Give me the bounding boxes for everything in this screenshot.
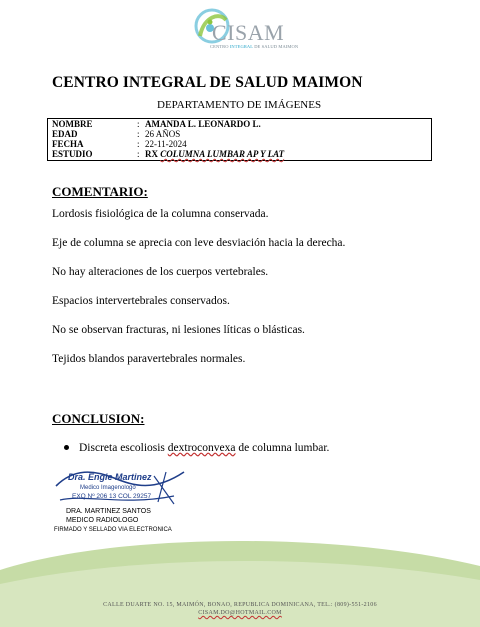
stamp-name: Dra. Engie Martinez: [68, 472, 152, 482]
conclusion-heading: CONCLUSION:: [52, 411, 145, 426]
comment-line: Eje de columna se aprecia con leve desviación hacia la derecha.: [52, 237, 346, 249]
patient-study-value: RX COLUMNA LUMBAR AP Y LAT: [145, 149, 285, 159]
comment-line: Lordosis fisiológica de la columna conservada.: [52, 208, 269, 220]
doctor-name: DRA. MARTINEZ SANTOS: [66, 508, 151, 515]
doctor-name-block: [66, 507, 151, 525]
comment-line: No hay alteraciones de los cuerpos vertebrales.: [52, 266, 269, 278]
footer-email: CISAM.DO@HOTMAIL.COM: [198, 610, 282, 616]
cisam-logo: [190, 6, 300, 52]
footer-address: CALLE DUARTE NO. 15, MAIMÓN, BONAO, REPUBLICA DOMINICANA, TEL.: (809)-551-2106: [103, 602, 377, 608]
doctor-role: MEDICO RADIOLOGO: [66, 517, 139, 524]
doctor-stamp: [54, 466, 194, 508]
patient-age-value: 26 AÑOS: [145, 129, 181, 139]
patient-name-value: AMANDA L. LEONARDO L.: [145, 119, 261, 129]
comment-line: Espacios intervertebrales conservados.: [52, 295, 230, 307]
conclusion-item: Discreta escoliosis dextroconvexa de columna lumbar.: [64, 442, 329, 454]
logo-tagline: CENTRO INTEGRAL DE SALUD MAIMON: [210, 44, 299, 49]
comment-line: Tejidos blandos paravertebrales normales.: [52, 353, 246, 365]
patient-date-value: 22-11-2024: [145, 139, 187, 149]
bullet-icon: [64, 445, 69, 450]
patient-info-box: NOMBRE : AMANDA L. LEONARDO L. EDAD : 26 AÑOS FECHA : 22-11-2024 ESTUDIO : RX COLUMNA LUMBAR AP Y LAT: [47, 118, 432, 161]
stamp-role: Medico Imagenologo: [80, 485, 136, 491]
comment-heading: COMENTARIO:: [52, 184, 148, 199]
center-title: CENTRO INTEGRAL DE SALUD MAIMON: [52, 74, 363, 91]
department-title: DEPARTAMENTO DE IMÁGENES: [157, 99, 322, 111]
logo-name: CISAM: [212, 20, 285, 45]
stamp-exq: EXQ Nº 206 13 COL 29257: [72, 493, 152, 500]
electronic-signature-note: FIRMADO Y SELLADO VIA ELECTRONICA: [54, 527, 172, 533]
comment-line: No se observan fracturas, ni lesiones líticas o blásticas.: [52, 324, 305, 336]
